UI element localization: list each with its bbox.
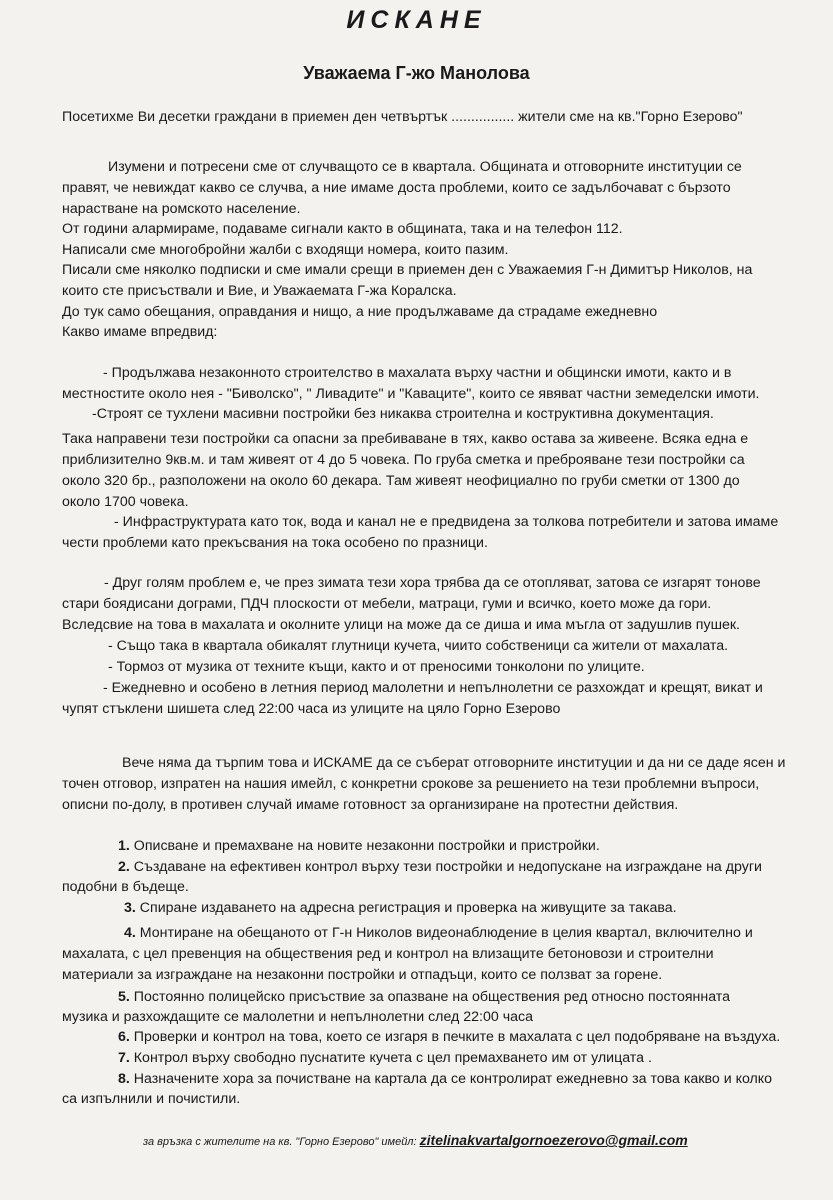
body-line: описни по-долу, в противен случай имаме готовност за организиране на протестни действия. bbox=[62, 797, 679, 813]
demand-item-4 bbox=[124, 923, 753, 943]
body-line: - Тормоз от музика от техните къщи, както и от преносими тонколони по улиците. bbox=[108, 659, 645, 675]
body-line: чести проблеми като прекъсвания на тока особено по празници. bbox=[62, 535, 488, 551]
demand-item-8 bbox=[118, 1069, 772, 1089]
body-line: нарастване на ромското население. bbox=[62, 201, 301, 217]
body-line: - Инфраструктурата като ток, вода и канал не е предвидена за толкова потребители и затова имаме bbox=[114, 514, 779, 530]
body-line: местностите около нея - "Биволско", " Ливадите" и "Кавацитe", които се явяват частни земеделски имоти. bbox=[62, 386, 760, 402]
demand-number: 1. bbox=[118, 838, 130, 854]
footer-text: за връзка с жителите на кв. "Горно Езерово" имейл: bbox=[143, 1136, 417, 1148]
body-line: До тук само обещания, оправдания и нищо, а ние продължаваме да страдаме ежедневно bbox=[62, 304, 658, 320]
body-line: стари боядисани дограми, ПДЧ плоскости от мебели, матраци, гуми и всичко, което може да гори. bbox=[62, 596, 712, 612]
demand-text: Постоянно полицейско присъствие за опазване на обществения ред относно постоянната bbox=[133, 989, 730, 1005]
body-line: точен отговор, изпратен на нашия имейл, с конкретни срокове за решението на тези проблемни въпроси, bbox=[62, 776, 760, 792]
body-line: - Друг голям проблем е, че през зимата тези хора трябва да се отопляват, затова се изгарят тонове bbox=[104, 575, 761, 591]
demand-text: Назначените хора за почистване на картала да се контролират ежедневно за това какво и колко bbox=[133, 1071, 773, 1087]
footer-contact bbox=[143, 1132, 688, 1150]
demand-number: 2. bbox=[118, 859, 130, 875]
demand-text: музика и разхождащите се малолетни и непълнолетни след 22:00 часа bbox=[62, 1009, 533, 1025]
body-line: Какво имаме впредвид: bbox=[62, 324, 218, 340]
salutation: Уважаема Г-жо Манолова bbox=[303, 63, 530, 83]
body-line: чупят стъклени шишета след 22:00 часа из улиците на цяло Горно Езерово bbox=[62, 701, 561, 717]
document-title: ИСКАНЕ bbox=[346, 6, 487, 34]
demand-text: Спиране издаването на адресна регистрация и проверка на живущите за такава. bbox=[139, 900, 677, 916]
body-line: около 1700 човека. bbox=[62, 494, 189, 510]
demand-text: Контрол върху свободно пуснатите кучета с цел премахването им от улицата . bbox=[133, 1050, 652, 1066]
body-line: -Строят се тухлени масивни постройки без никаква строителна и коструктивна документация. bbox=[92, 406, 714, 422]
body-line: - Продължава незаконното строителство в махалата върху частни и общински имоти, както и в bbox=[103, 365, 732, 381]
body-line: Писали сме няколко подписки и сме имали срещи в приемен ден с Уважаемия Г-н Димитър Николов, на bbox=[62, 262, 753, 278]
demand-item-2 bbox=[118, 857, 762, 877]
intro-paragraph: Посетихме Ви десетки граждани в приемен ден четвъртък ................ жители сме на кв."Горно Езерово" bbox=[62, 109, 743, 125]
body-line: От години алармираме, подаваме сигнали както в общината, така и на телефон 112. bbox=[62, 221, 623, 237]
demand-item-7 bbox=[118, 1048, 652, 1068]
demand-item-1 bbox=[118, 836, 600, 856]
body-line: приблизително 9кв.м. и там живеят от 4 до 5 човека. По груба сметка и преброяване тези постройки са bbox=[62, 452, 745, 468]
demand-number: 5. bbox=[118, 989, 130, 1005]
body-line: които сте присъствали и Вие, и Уважаемата Г-жа Коралска. bbox=[62, 283, 457, 299]
demand-text: Проверки и контрол на това, което се изгаря в печките в махалата с цел подобряване на въздуха. bbox=[133, 1029, 781, 1045]
demand-text: махалата, с цел превенция на обществения ред и контрол на влизащите бетоновози и строителни bbox=[62, 946, 714, 962]
demand-text: са изпълнили и почистили. bbox=[62, 1091, 241, 1107]
demand-number: 4. bbox=[124, 925, 136, 941]
demand-number: 3. bbox=[124, 900, 136, 916]
demand-text: Монтиране на обещаното от Г-н Николов видеонаблюдение в целия квартал, включително и bbox=[139, 925, 753, 941]
demand-number: 7. bbox=[118, 1050, 130, 1066]
demand-text: подобни в бъдеще. bbox=[62, 879, 189, 895]
demand-item-5 bbox=[118, 987, 730, 1007]
body-line: Вследсвие на това в махалата и околните улици на може да се диша и има мъгла от задушлив пушек. bbox=[62, 617, 740, 633]
body-line: Изумени и потресени сме от случващото се в квартала. Общината и отговорните институции се bbox=[108, 159, 742, 175]
body-line: Написали сме многобройни жалби с входящи номера, които пазим. bbox=[62, 242, 509, 258]
demand-text: Описване и премахване на новите незаконни постройки и пристройки. bbox=[133, 838, 600, 854]
demand-text: Създаване на ефективен контрол върху тези постройки и недопускане на изграждане на други bbox=[133, 859, 762, 875]
demand-number: 6. bbox=[118, 1029, 130, 1045]
contact-email[interactable]: zitelinakvartalgornoezerovo@gmail.com bbox=[419, 1132, 688, 1148]
demand-item-3 bbox=[124, 898, 677, 918]
demand-item-6 bbox=[118, 1027, 780, 1047]
body-line: около 320 бр., разположени на около 60 декара. Там живеят неофициално по груби сметки от 1300 до bbox=[62, 473, 740, 489]
body-line: - Също така в квартала обикалят глутници кучета, чиито собственици са жители от махалата. bbox=[108, 638, 729, 654]
body-line: Така направени тези постройки са опасни за пребиваване в тях, какво остава за живеене. Всяка една е bbox=[62, 431, 749, 447]
demand-text: материали за изграждане на незаконни постройки и отпадъци, които се ползват за горене. bbox=[62, 967, 663, 983]
body-line: - Ежедневно и особено в летния период малолетни и непълнолетни се разхождат и крещят, викат и bbox=[103, 680, 763, 696]
body-line: Вече няма да търпим това и ИСКАМЕ да се съберат отговорните институции и да ни се даде ясен и bbox=[122, 755, 786, 771]
body-line: правят, че невиждат какво се случва, а ние имаме доста проблеми, които се задълбочават с бързото bbox=[62, 180, 731, 196]
demand-number: 8. bbox=[118, 1071, 130, 1087]
